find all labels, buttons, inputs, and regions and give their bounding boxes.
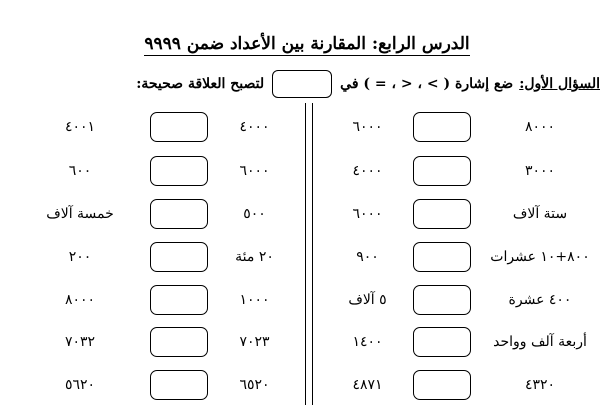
question-text-after: لتصبح العلاقة صحيحة:: [136, 76, 265, 92]
right-first-value: ستة آلاف: [512, 206, 568, 222]
left-answer-box[interactable]: [150, 199, 208, 229]
question-text-before: ضع إشارة ( > ، < ، = ) في: [340, 76, 514, 92]
left-first-value: ٤٠٠٠: [239, 119, 270, 135]
left-second-value: ٢٠٠: [68, 249, 92, 265]
left-second-value: ٦٠٠: [68, 163, 92, 179]
comparison-row: [0, 112, 614, 142]
lesson-title: [0, 34, 614, 54]
left-first-value: ٢٠ مئة: [235, 249, 274, 265]
right-answer-box[interactable]: [413, 199, 471, 229]
right-first-value: ٣٠٠٠: [524, 163, 556, 179]
comparison-row: [0, 285, 614, 315]
comparison-row: [0, 370, 614, 400]
right-second-value: ٦٠٠٠: [352, 119, 383, 135]
comparison-row: [0, 156, 614, 186]
right-answer-box[interactable]: [413, 285, 471, 315]
question-label: السؤال الأول:: [519, 76, 600, 92]
lesson-title-text: الدرس الرابع: المقارنة بين الأعداد ضمن ٩٩٩٩: [144, 34, 470, 54]
right-second-value: ١٤٠٠: [352, 334, 383, 350]
comparison-row: [0, 327, 614, 357]
left-second-value: ٨٠٠٠: [64, 292, 96, 308]
right-second-value: ٩٠٠: [356, 249, 379, 265]
comparison-row: [0, 242, 614, 272]
left-first-value: ٦٠٠٠: [239, 163, 270, 179]
example-answer-box: [272, 70, 332, 98]
right-first-value: ٨٠٠+١٠ عشرات: [490, 249, 590, 265]
left-answer-box[interactable]: [150, 242, 208, 272]
left-second-value: خمسة آلاف: [46, 206, 114, 222]
right-answer-box[interactable]: [413, 370, 471, 400]
left-first-value: ٥٠٠: [243, 206, 266, 222]
right-answer-box[interactable]: [413, 327, 471, 357]
left-answer-box[interactable]: [150, 112, 208, 142]
left-answer-box[interactable]: [150, 156, 208, 186]
right-first-value: أربعة آلف وواحد: [493, 334, 587, 350]
left-first-value: ١٠٠٠: [239, 292, 270, 308]
right-answer-box[interactable]: [413, 112, 471, 142]
left-answer-box[interactable]: [150, 370, 208, 400]
question-instruction: [40, 70, 600, 98]
right-answer-box[interactable]: [413, 156, 471, 186]
right-second-value: ٦٠٠٠: [352, 206, 383, 222]
left-answer-box[interactable]: [150, 285, 208, 315]
left-second-value: ٧٠٣٢: [64, 334, 96, 350]
right-second-value: ٥ آلاف: [348, 292, 387, 308]
right-second-value: ٤٨٧١: [352, 377, 383, 393]
right-first-value: ٨٠٠٠: [524, 119, 556, 135]
right-first-value: ٤٣٢٠: [524, 377, 556, 393]
left-second-value: ٤٠٠١: [64, 119, 96, 135]
comparison-row: [0, 199, 614, 229]
left-answer-box[interactable]: [150, 327, 208, 357]
left-first-value: ٦٥٢٠: [239, 377, 270, 393]
left-second-value: ٥٦٢٠: [64, 377, 96, 393]
right-second-value: ٤٠٠٠: [352, 163, 383, 179]
right-answer-box[interactable]: [413, 242, 471, 272]
right-first-value: ٤٠٠ عشرة: [508, 292, 572, 308]
left-first-value: ٧٠٢٣: [239, 334, 270, 350]
